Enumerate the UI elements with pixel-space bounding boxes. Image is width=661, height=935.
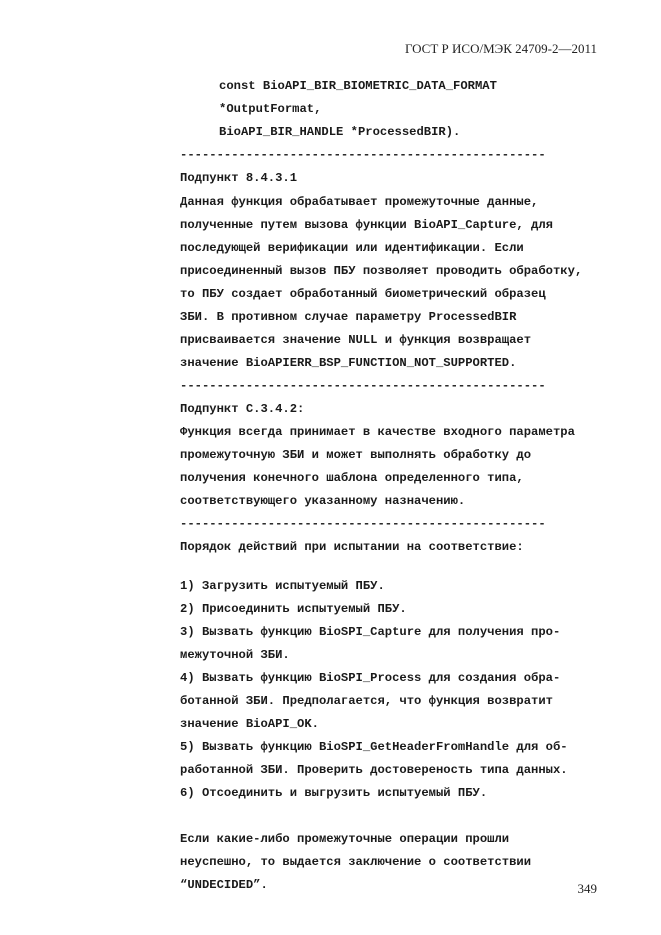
page-number: 349 (577, 881, 597, 896)
code-line: const BioAPI_BIR_BIOMETRIC_DATA_FORMAT (219, 79, 497, 93)
procedure-step: работанной ЗБИ. Проверить достовереность типа данных. (180, 763, 568, 777)
conclusion-line: неуспешно, то выдается заключение о соответствии (180, 855, 532, 869)
procedure-step: 6) Отсоединить и выгрузить испытуемый ПБУ. (180, 786, 488, 800)
text-line: полученные путем вызова функции BioAPI_Capture, для (180, 218, 553, 232)
conclusion-line: Если какие-либо промежуточные операции прошли (180, 832, 510, 846)
separator-line: -------------------------------------------------- (180, 517, 546, 531)
conclusion-line: “UNDECIDED”. (180, 878, 268, 892)
text-line: последующей верификации или идентификации. Если (180, 241, 524, 255)
text-line: Данная функция обрабатывает промежуточные данные, (180, 195, 539, 209)
procedure-step: межуточной ЗБИ. (180, 648, 290, 662)
procedure-step: 1) Загрузить испытуемый ПБУ. (180, 579, 385, 593)
text-line: то ПБУ создает обработанный биометрический образец (180, 287, 546, 301)
text-line: промежуточную ЗБИ и может выполнять обработку до (180, 448, 532, 462)
text-line: соответствующего указанному назначению. (180, 494, 466, 508)
text-line: значение BioAPIERR_BSP_FUNCTION_NOT_SUPPORTED. (180, 356, 517, 370)
text-line: присваивается значение NULL и функция возвращает (180, 333, 532, 347)
text-line: Функция всегда принимает в качестве входного параметра (180, 425, 575, 439)
document-header: ГОСТ Р ИСО/МЭК 24709-2—2011 (404, 41, 597, 56)
separator-line: -------------------------------------------------- (180, 379, 546, 393)
procedure-heading: Порядок действий при испытании на соответствие: (180, 540, 524, 554)
subclause-heading: Подпункт 8.4.3.1 (180, 171, 298, 185)
text-line: получения конечного шаблона определенного типа, (180, 471, 524, 485)
code-line: *OutputFormat, (219, 102, 322, 116)
subclause-heading: Подпункт C.3.4.2: (180, 402, 305, 416)
procedure-step: 3) Вызвать функцию BioSPI_Capture для получения про- (180, 625, 561, 639)
procedure-step: 2) Присоединить испытуемый ПБУ. (180, 602, 407, 616)
procedure-step: 5) Вызвать функцию BioSPI_GetHeaderFromHandle для об- (180, 740, 568, 754)
text-line: ЗБИ. В противном случае параметру ProcessedBIR (180, 310, 517, 324)
procedure-step: ботанной ЗБИ. Предполагается, что функция возвратит (180, 694, 553, 708)
procedure-step: 4) Вызвать функцию BioSPI_Process для создания обра- (180, 671, 561, 685)
code-line: BioAPI_BIR_HANDLE *ProcessedBIR). (219, 125, 461, 139)
text-line: присоединенный вызов ПБУ позволяет проводить обработку, (180, 264, 583, 278)
separator-line: -------------------------------------------------- (180, 148, 546, 162)
procedure-step: значение BioAPI_OK. (180, 717, 319, 731)
